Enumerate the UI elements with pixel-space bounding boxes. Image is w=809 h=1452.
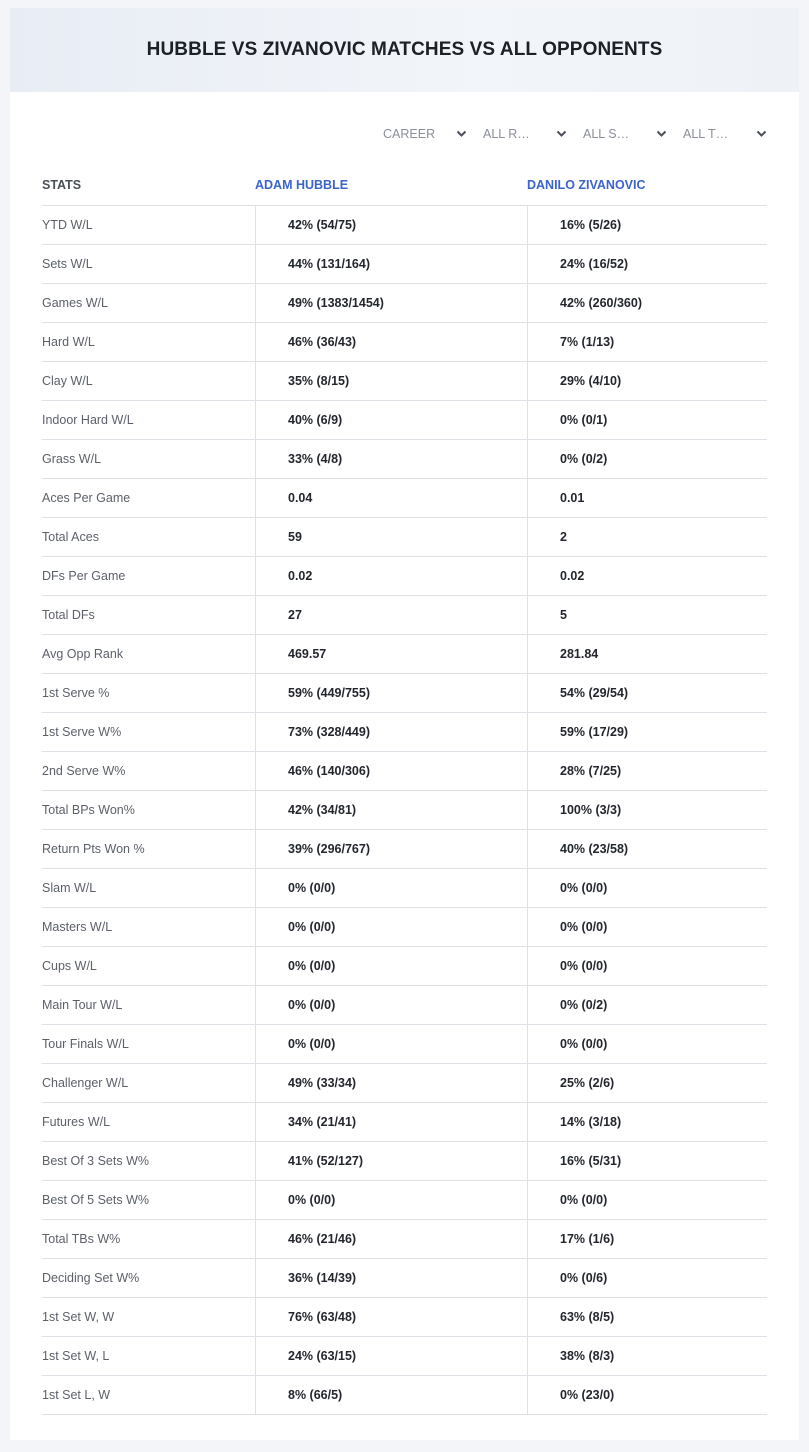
chevron-down-icon: [456, 129, 467, 140]
table-row: [42, 596, 767, 635]
stat-label: Total DFs: [42, 608, 95, 622]
player-two-value: 2: [527, 518, 767, 556]
filter-label: ALL T…: [683, 127, 729, 141]
player-one-value: 40% (6/9): [255, 401, 527, 439]
player-two-value: 17% (1/6): [527, 1220, 767, 1258]
chevron-down-icon: [656, 129, 667, 140]
player-one-value: 59: [255, 518, 527, 556]
player-one-value: 73% (328/449): [255, 713, 527, 751]
player-one-value: 41% (52/127): [255, 1142, 527, 1180]
player-one-value: 76% (63/48): [255, 1298, 527, 1336]
player-two-value: 0% (0/0): [527, 947, 767, 985]
player-one-value: 34% (21/41): [255, 1103, 527, 1141]
table-row: [42, 1103, 767, 1142]
stat-label: Sets W/L: [42, 257, 93, 271]
stat-label: 1st Set L, W: [42, 1388, 111, 1402]
table-row: [42, 323, 767, 362]
table-row: [42, 1259, 767, 1298]
player-two-value: 54% (29/54): [527, 674, 767, 712]
player-two-value: 42% (260/360): [527, 284, 767, 322]
table-row: [42, 908, 767, 947]
table-row: [42, 752, 767, 791]
stat-label: Games W/L: [42, 296, 108, 310]
table-row: [42, 362, 767, 401]
player-two-value: 281.84: [527, 635, 767, 673]
player-one-value: 46% (21/46): [255, 1220, 527, 1258]
stat-label: Grass W/L: [42, 452, 102, 466]
filter-surface-select[interactable]: [577, 124, 667, 144]
table-row: [42, 1337, 767, 1376]
table-row: [42, 1220, 767, 1259]
player-one-value: 33% (4/8): [255, 440, 527, 478]
table-row: [42, 713, 767, 752]
table-row: [42, 986, 767, 1025]
player-one-value: 59% (449/755): [255, 674, 527, 712]
table-row: [42, 947, 767, 986]
chevron-down-icon: [556, 129, 567, 140]
stat-label: Total BPs Won%: [42, 803, 135, 817]
table-row: [42, 479, 767, 518]
table-row: [42, 1142, 767, 1181]
player-two-value: 38% (8/3): [527, 1337, 767, 1375]
player-two-value: 63% (8/5): [527, 1298, 767, 1336]
table-row: [42, 1181, 767, 1220]
stat-label: Indoor Hard W/L: [42, 413, 134, 427]
stat-label: Best Of 3 Sets W%: [42, 1154, 149, 1168]
player-one-value: 27: [255, 596, 527, 634]
filter-tournament-select[interactable]: [677, 124, 767, 144]
page-title: HUBBLE VS ZIVANOVIC MATCHES VS ALL OPPONENTS: [146, 39, 663, 60]
table-row: [42, 401, 767, 440]
player-one-value: 0.04: [255, 479, 527, 517]
stat-label: 2nd Serve W%: [42, 764, 126, 778]
stat-label: Best Of 5 Sets W%: [42, 1193, 149, 1207]
table-row: [42, 869, 767, 908]
player-two-value: 16% (5/26): [527, 206, 767, 244]
stat-label: 1st Serve W%: [42, 725, 122, 739]
player-two-link[interactable]: DANILO ZIVANOVIC: [527, 177, 646, 192]
player-one-value: 8% (66/5): [255, 1376, 527, 1414]
stat-label: Avg Opp Rank: [42, 647, 124, 661]
stat-label: Main Tour W/L: [42, 998, 123, 1012]
player-two-value: 0% (0/2): [527, 440, 767, 478]
stat-label: YTD W/L: [42, 218, 93, 232]
stat-label: Futures W/L: [42, 1115, 111, 1129]
stats-table: [42, 164, 767, 1415]
table-row: [42, 830, 767, 869]
table-row: [42, 1298, 767, 1337]
filter-label: CAREER: [383, 127, 436, 141]
player-two-value: 14% (3/18): [527, 1103, 767, 1141]
stat-label: 1st Serve %: [42, 686, 110, 700]
filter-bar: [377, 124, 767, 144]
card-header: [10, 8, 799, 92]
stat-label: Hard W/L: [42, 335, 95, 349]
player-one-value: 42% (54/75): [255, 206, 527, 244]
player-two-value: 59% (17/29): [527, 713, 767, 751]
player-one-value: 39% (296/767): [255, 830, 527, 868]
player-two-value: 0% (0/6): [527, 1259, 767, 1297]
stat-label: Clay W/L: [42, 374, 93, 388]
player-one-value: 0% (0/0): [255, 908, 527, 946]
player-two-value: 28% (7/25): [527, 752, 767, 790]
player-two-value: 0% (0/0): [527, 908, 767, 946]
player-two-value: 0.02: [527, 557, 767, 595]
table-row: [42, 791, 767, 830]
stat-label: Slam W/L: [42, 881, 97, 895]
stat-label: Return Pts Won %: [42, 842, 145, 856]
player-one-value: 49% (33/34): [255, 1064, 527, 1102]
player-one-value: 0% (0/0): [255, 869, 527, 907]
table-row: [42, 1376, 767, 1415]
table-row: [42, 1025, 767, 1064]
player-one-value: 0% (0/0): [255, 1025, 527, 1063]
player-two-value: 16% (5/31): [527, 1142, 767, 1180]
player-two-value: 0% (0/0): [527, 1025, 767, 1063]
filter-label: ALL R…: [483, 127, 530, 141]
stat-label: Tour Finals W/L: [42, 1037, 129, 1051]
player-two-value: 100% (3/3): [527, 791, 767, 829]
stat-label: Challenger W/L: [42, 1076, 129, 1090]
stats-column-header: STATS: [42, 177, 82, 192]
table-row: [42, 245, 767, 284]
player-one-value: 46% (140/306): [255, 752, 527, 790]
table-row: [42, 674, 767, 713]
stat-label: Deciding Set W%: [42, 1271, 140, 1285]
player-one-value: 42% (34/81): [255, 791, 527, 829]
table-header: [42, 164, 767, 206]
stat-label: Masters W/L: [42, 920, 113, 934]
stat-label: Cups W/L: [42, 959, 97, 973]
stat-label: 1st Set W, L: [42, 1349, 110, 1363]
stat-label: 1st Set W, W: [42, 1310, 115, 1324]
player-two-value: 24% (16/52): [527, 245, 767, 283]
table-body: [42, 206, 767, 1415]
player-one-value: 469.57: [255, 635, 527, 673]
player-one-value: 44% (131/164): [255, 245, 527, 283]
table-row: [42, 1064, 767, 1103]
player-two-value: 7% (1/13): [527, 323, 767, 361]
player-one-value: 36% (14/39): [255, 1259, 527, 1297]
player-two-value: 0% (0/0): [527, 869, 767, 907]
player-two-value: 40% (23/58): [527, 830, 767, 868]
comparison-card: [10, 8, 799, 1440]
player-one-value: 24% (63/15): [255, 1337, 527, 1375]
table-row: [42, 284, 767, 323]
player-two-value: 0% (0/1): [527, 401, 767, 439]
table-row: [42, 557, 767, 596]
player-two-value: 0% (23/0): [527, 1376, 767, 1414]
player-one-value: 49% (1383/1454): [255, 284, 527, 322]
player-two-value: 0.01: [527, 479, 767, 517]
player-one-value: 46% (36/43): [255, 323, 527, 361]
player-two-value: 0% (0/0): [527, 1181, 767, 1219]
player-one-value: 0% (0/0): [255, 1181, 527, 1219]
table-row: [42, 518, 767, 557]
player-two-value: 29% (4/10): [527, 362, 767, 400]
filter-round-select[interactable]: [477, 124, 567, 144]
stat-label: Aces Per Game: [42, 491, 131, 505]
player-two-value: 25% (2/6): [527, 1064, 767, 1102]
player-one-link[interactable]: ADAM HUBBLE: [255, 177, 349, 192]
chevron-down-icon: [756, 129, 767, 140]
filter-label: ALL S…: [583, 127, 630, 141]
player-two-value: 0% (0/2): [527, 986, 767, 1024]
player-one-value: 0% (0/0): [255, 947, 527, 985]
player-one-value: 0.02: [255, 557, 527, 595]
player-two-value: 5: [527, 596, 767, 634]
stat-label: Total TBs W%: [42, 1232, 121, 1246]
table-row: [42, 440, 767, 479]
player-one-value: 0% (0/0): [255, 986, 527, 1024]
stat-label: Total Aces: [42, 530, 99, 544]
filter-period-select[interactable]: [377, 124, 467, 144]
player-one-value: 35% (8/15): [255, 362, 527, 400]
table-row: [42, 635, 767, 674]
table-row: [42, 206, 767, 245]
stat-label: DFs Per Game: [42, 569, 126, 583]
